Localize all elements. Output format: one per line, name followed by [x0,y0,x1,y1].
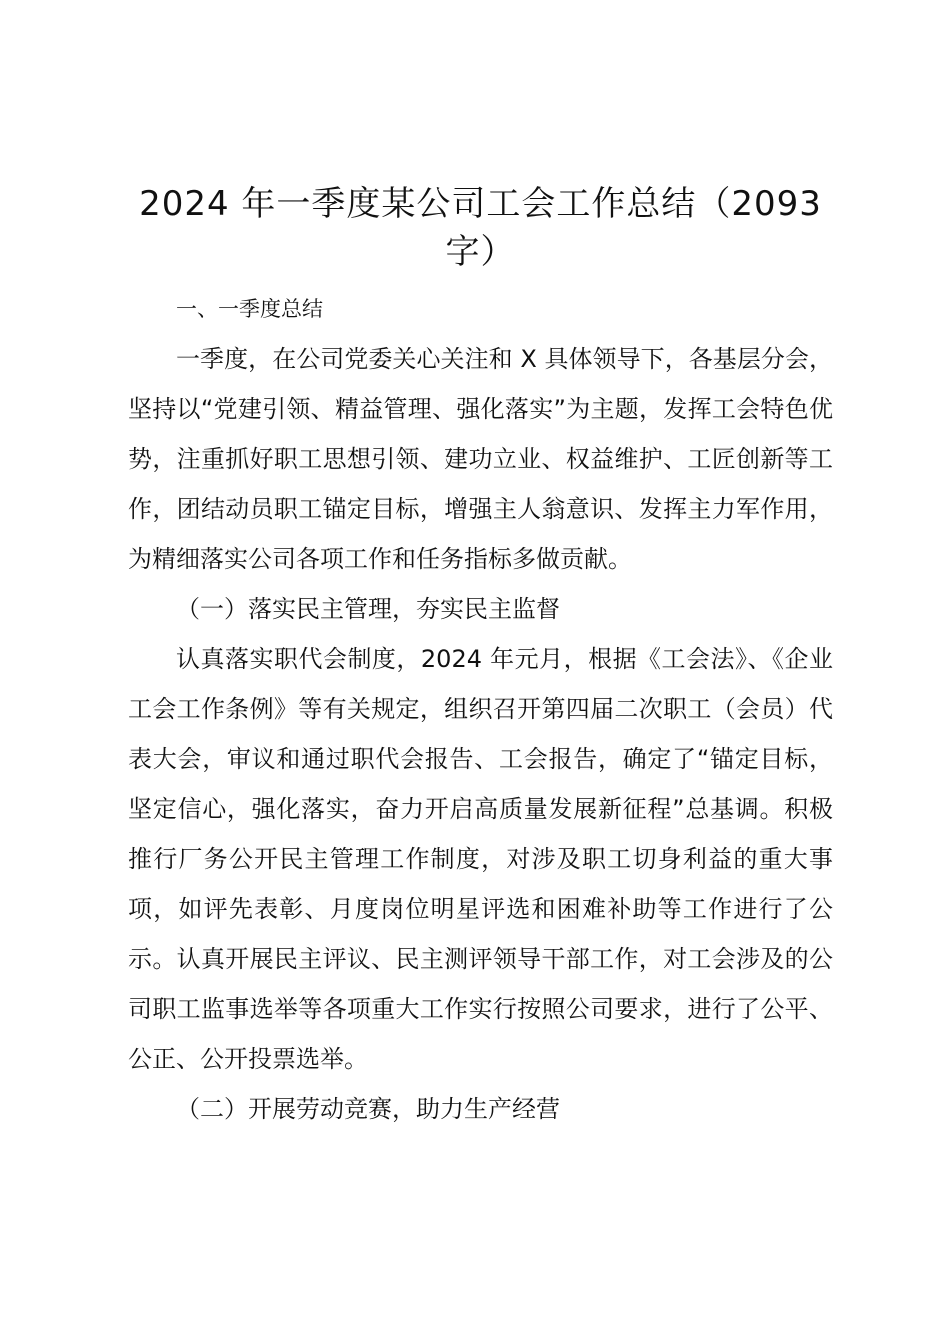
document-body [128,180,833,1134]
paragraph-overview: 一季度，在公司党委关心关注和 X 具体领导下，各基层分会，坚持以“党建引领、精益管理、强化落实”为主题，发挥工会特色优势，注重抓好职工思想引领、建功立业、权益维护、工匠创新等工作，团结动员职工锚定目标，增强主人翁意识、发挥主力军作用，为精细落实公司各项工作和任务指标多做贡献。 [128,345,833,573]
paragraph-democratic-management: 认真落实职代会制度，2024 年元月，根据《工会法》、《企业工会工作条例》等有关规定，组织召开第四届二次职工（会员）代表大会，审议和通过职代会报告、工会报告，确定了“锚定目标，坚定信心，强化落实，奋力开启高质量发展新征程”总基调。积极推行厂务公开民主管理工作制度，对涉及职工切身利益的重大事项，如评先表彰、月度岗位明星评选和困难补助等工作进行了公示。认真开展民主评议、民主测评领导干部工作，对工会涉及的公司职工监事选举等各项重大工作实行按照公司要求，进行了公平、公正、公开投票选举。 [128,645,833,1073]
subsection-heading-democratic-management: （一）落实民主管理，夯实民主监督 [176,595,560,623]
subsection-heading-labor-competition: （二）开展劳动竞赛，助力生产经营 [176,1095,560,1123]
section-heading-quarter-summary: 一、一季度总结 [176,297,323,321]
document-title: 2024 年一季度某公司工会工作总结（2093 字） [139,184,822,272]
